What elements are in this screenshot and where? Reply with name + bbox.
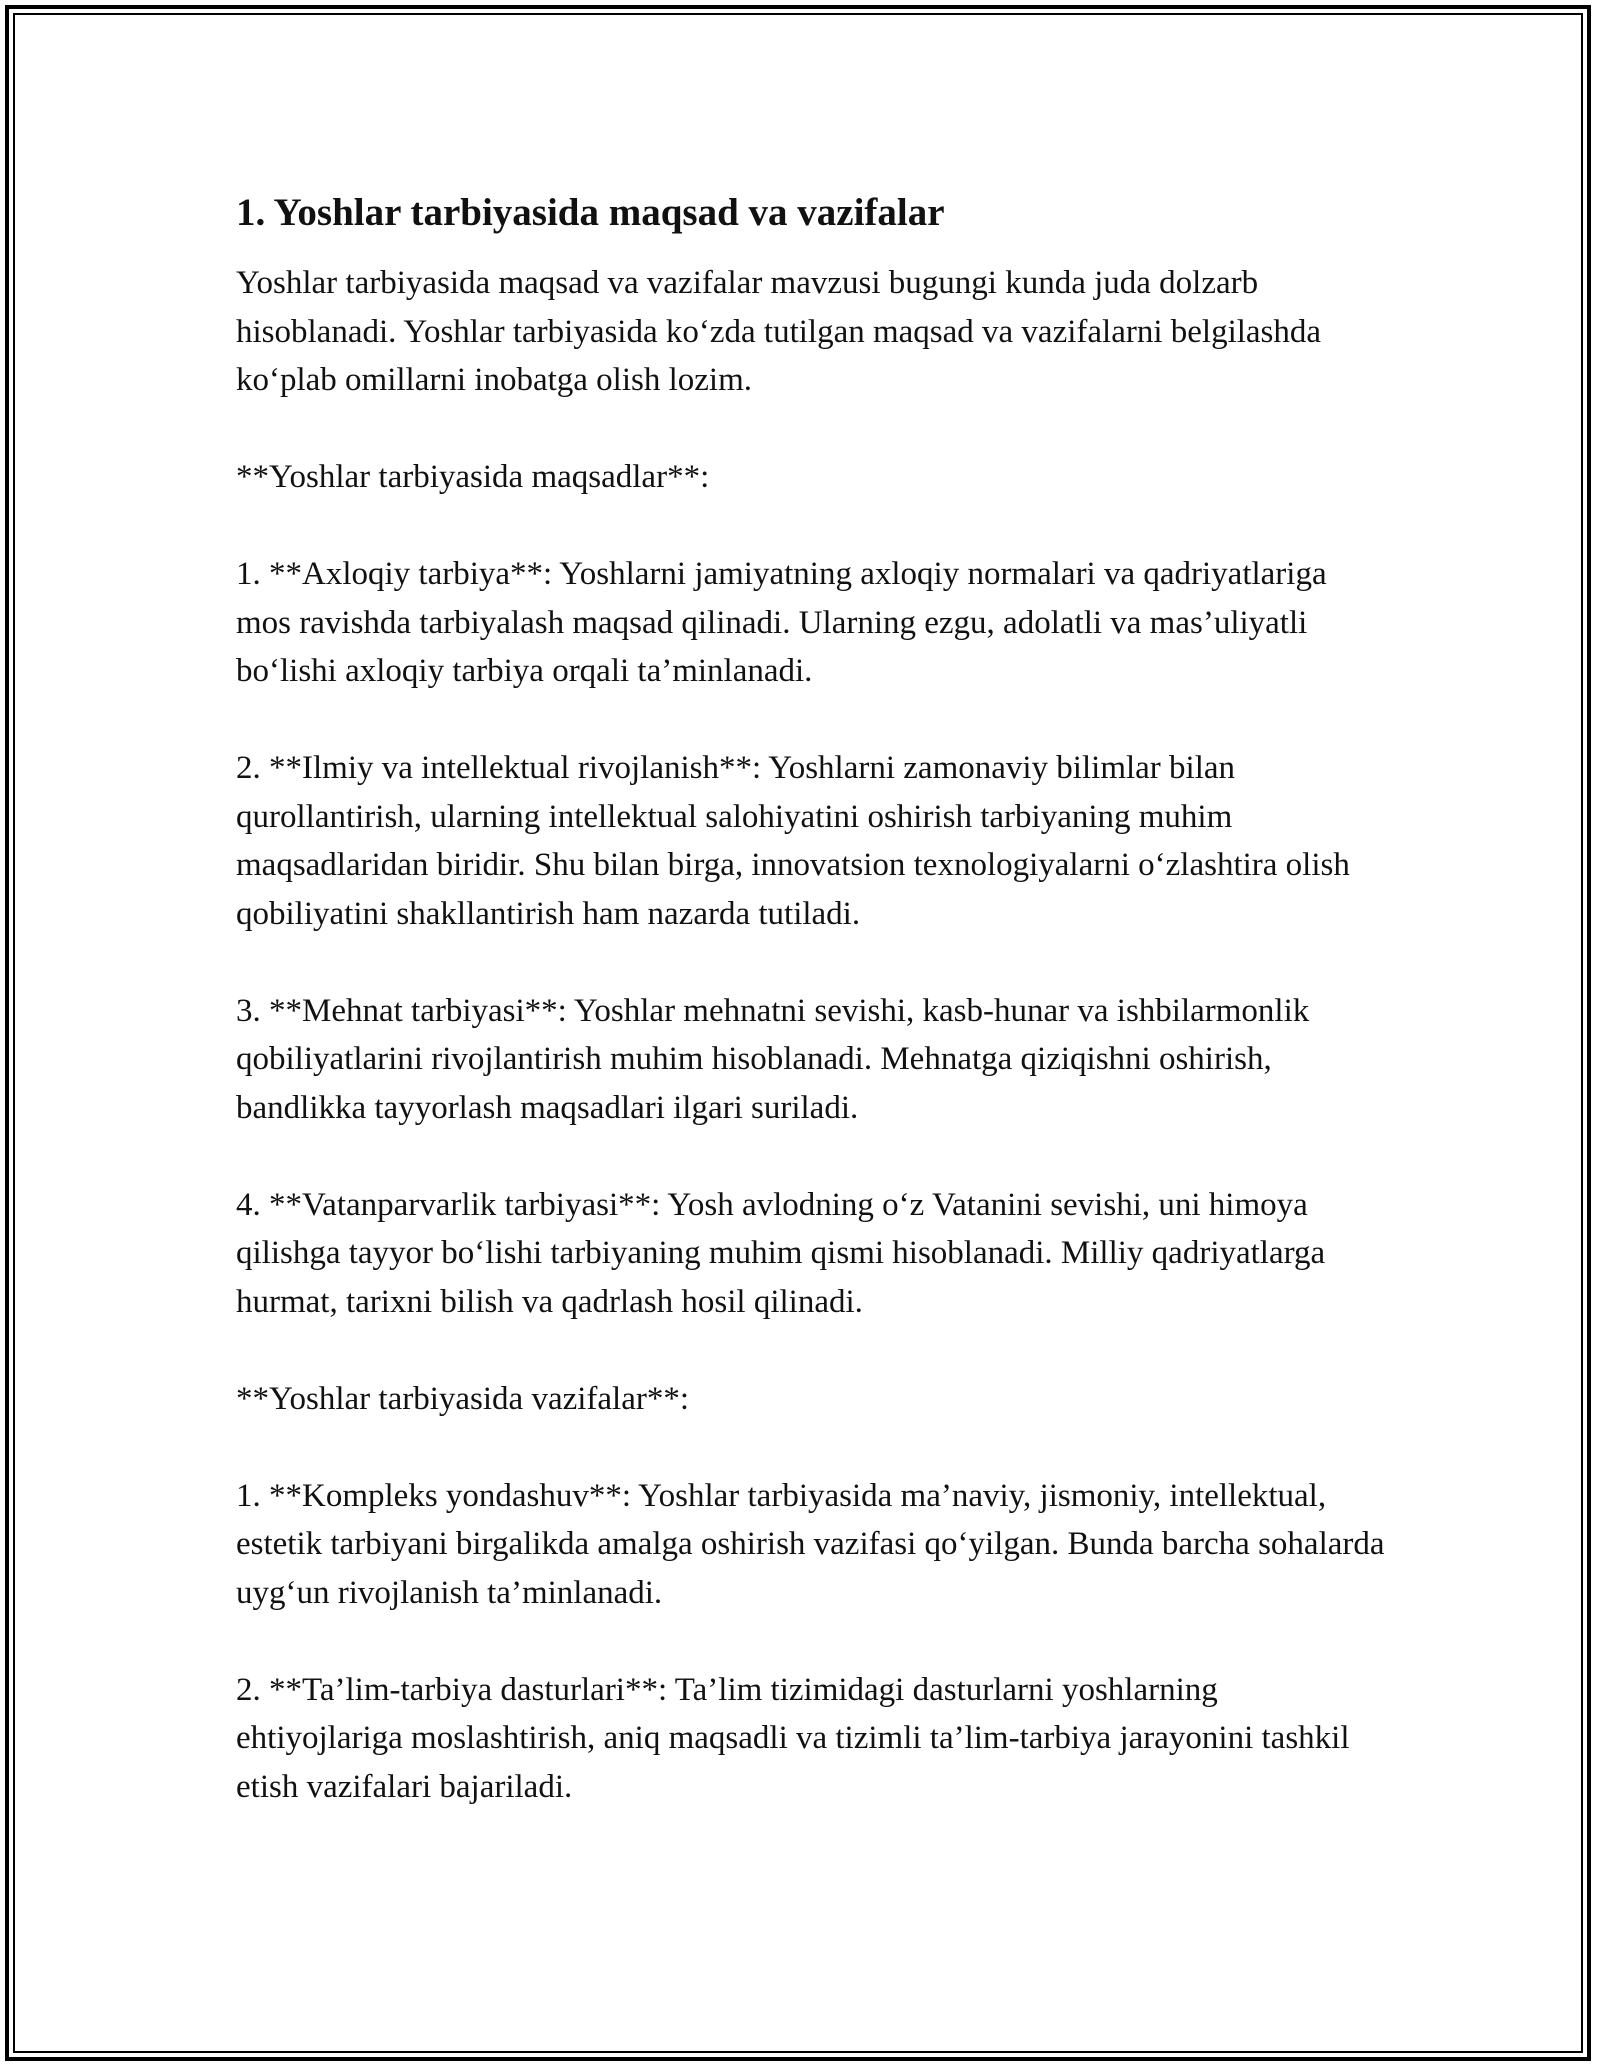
tasks-title: **Yoshlar tarbiyasida vazifalar**: xyxy=(236,1380,690,1417)
goal-item-labor: 3. **Mehnat tarbiyasi**: Yoshlar mehnatni sevishi, kasb-hunar va ishbilarmonlik qobiliyatlarini rivojlantirish muhim hisoblanadi. Mehnatga qiziqishni oshirish, bandlikka tayyorlash maqsadlari ilgari suriladi. xyxy=(236,992,1310,1126)
intro-paragraph: Yoshlar tarbiyasida maqsad va vazifalar mavzusi bugungi kunda juda dolzarb hisoblanadi. Yoshlar tarbiyasida ko‘zda tutilgan maqsad va vazifalarni belgilashda ko‘plab omillarni inobatga olish lozim. xyxy=(236,265,1322,398)
task-item-education-programs: 2. **Ta’lim-tarbiya dasturlari**: Ta’lim tizimidagi dasturlarni yoshlarning ehtiyojlariga moslashtirish, aniq maqsadli va tizimli ta’lim-tarbiya jarayonini tashkil etish vazifalari bajariladi. xyxy=(236,1671,1350,1805)
goals-title: **Yoshlar tarbiyasida maqsadlar**: xyxy=(236,459,710,495)
goal-item-moral: 1. **Axloqiy tarbiya**: Yoshlarni jamiyatning axloqiy normalari va qadriyatlariga mos ravishda tarbiyalash maqsad qilinadi. Ularning ezgu, adolatli va mas’uliyatli bo‘lishi axloqiy tarbiya orqali ta’minlanadi. xyxy=(236,556,1327,689)
section-heading: 1. Yoshlar tarbiyasida maqsad va vazifalar xyxy=(236,191,945,234)
goal-item-intellectual: 2. **Ilmiy va intellektual rivojlanish**: Yoshlarni zamonaviy bilimlar bilan qurollantirish, ularning intellektual salohiyatini oshirish tarbiyaning muhim maqsadlaridan biridir. Shu bilan birga, innovatsion texnologiyalarni o‘zlashtira olish qobiliyatini shakllantirish ham nazarda tutiladi. xyxy=(236,750,1350,932)
task-item-complex-approach: 1. **Kompleks yondashuv**: Yoshlar tarbiyasida ma’naviy, jismoniy, intellektual, estetik tarbiyani birgalikda amalga oshirish vazifasi qo‘yilgan. Bunda barcha sohalarda uyg‘un rivojlanish ta’minlanadi. xyxy=(236,1477,1385,1611)
document-body xyxy=(236,186,1386,1811)
goal-item-patriotism: 4. **Vatanparvarlik tarbiyasi**: Yosh avlodning o‘z Vatanini sevishi, uni himoya qilishga tayyor bo‘lishi tarbiyaning muhim qismi hisoblanadi. Milliy qadriyatlarga hurmat, tarixni bilish va qadrlash hosil qilinadi. xyxy=(236,1186,1326,1320)
